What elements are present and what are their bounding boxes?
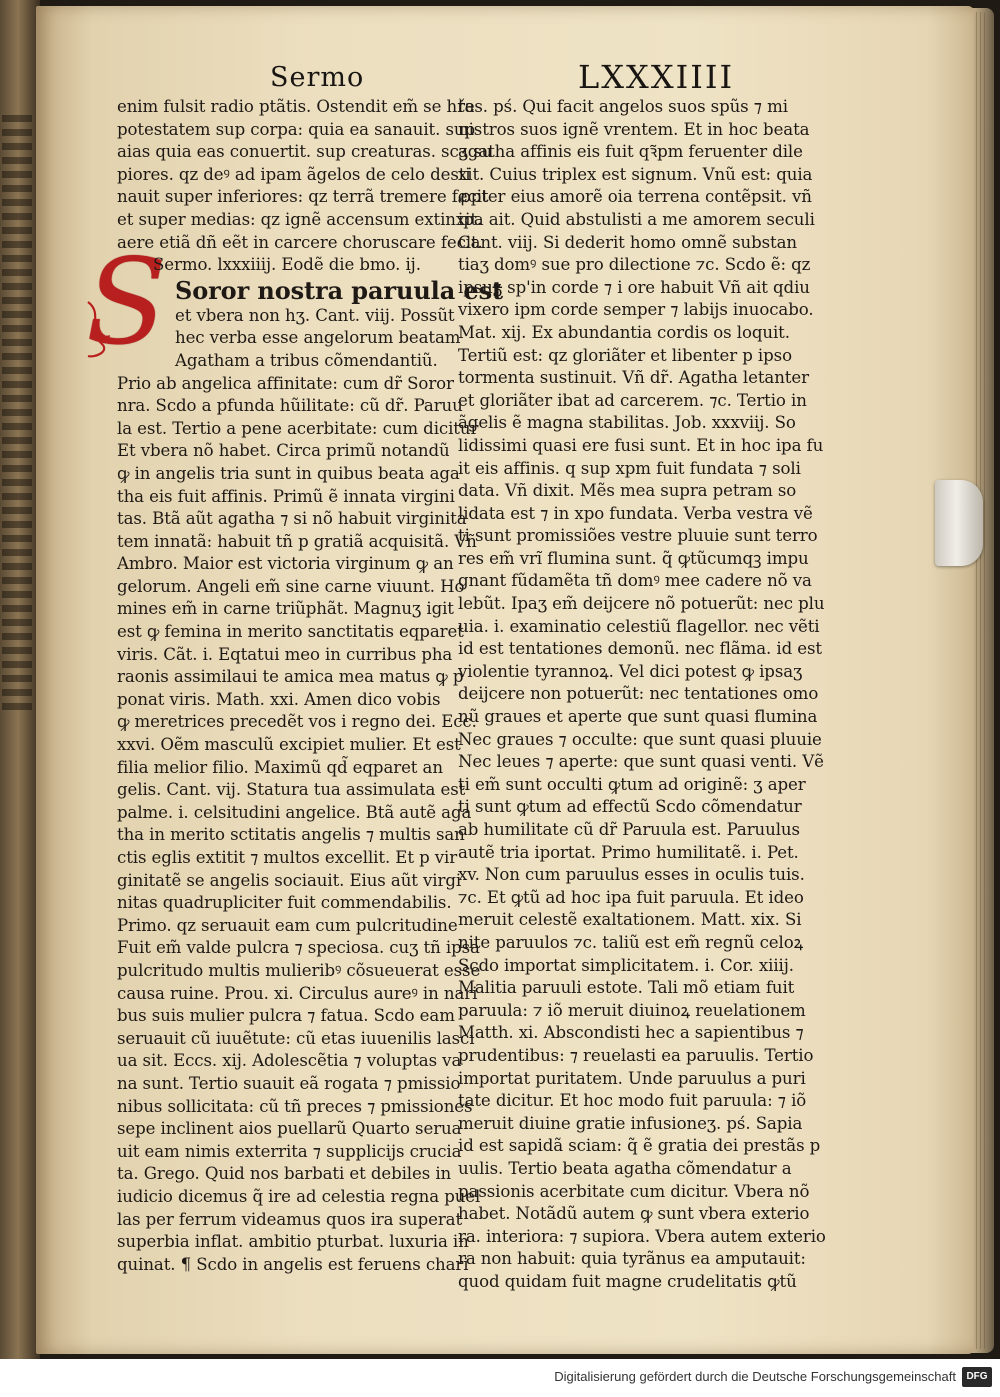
- text-line: las per ferrum videamus quos ira superat: [117, 1209, 463, 1229]
- text-line: nite paruulos ⁊c. taliũ est em̃ regnũ celoꝝ: [458, 932, 804, 952]
- text-line: Matth. xi. Abscondisti hec a sapientibus ⁊: [458, 1023, 804, 1043]
- text-line: raonis assimilaui te amica mea matus ꝙ p: [117, 667, 464, 687]
- text-line: vixero ipm corde semper ⁊ labijs inuocabo.: [458, 300, 814, 320]
- text-line: lebũt. Ipaʒ em̃ deijcere nõ potuerũt: nec plu: [458, 594, 825, 614]
- text-line: tate dicitur. Et hoc modo fuit paruula: ⁊ iõ: [458, 1091, 807, 1111]
- facing-page-text: [2, 115, 32, 715]
- page-clip: [935, 480, 983, 566]
- text-line: et super medias: qz ignẽ accensum extinxit.: [117, 209, 483, 229]
- text-line: Fuit em̃ valde pulcra ⁊ speciosa. cuʒ tñ ipsa: [117, 938, 480, 958]
- text-line: Scdo importat simplicitatem. i. Cor. xiiij.: [458, 955, 794, 975]
- text-line: passionis acerbitate cum dicitur. Vbera nõ: [458, 1181, 810, 1201]
- text-line: aias quia eas conuertit. sup creaturas. scʒ su: [117, 142, 493, 162]
- text-line: uia. i. examinatio celestiũ flagellor. nec vẽti: [458, 616, 820, 636]
- text-line: Agatham a tribus cõmendantiũ.: [175, 350, 438, 370]
- text-line: Nec leues ⁊ aperte: que sunt quasi venti. Vẽ: [458, 752, 824, 772]
- initial-letter: S: [86, 233, 167, 371]
- text-line: viris. Cãt. i. Eqtatui meo in curribus pha: [117, 644, 453, 664]
- initial-flourish-icon: [84, 300, 118, 360]
- text-line: autẽ tria iportat. Primo humilitatẽ. i. Pet.: [458, 842, 799, 862]
- text-line: pulcritudo multis mulieribꝰ cõsueuerat esse: [117, 960, 481, 980]
- text-line: ⁊c. Et ꝙtũ ad hoc ipa fuit paruula. Et ideo: [458, 887, 804, 907]
- text-line: tem innatã: habuit tñ p gratiã acquisitã. Vñ: [117, 531, 477, 551]
- footer-bar: [0, 1359, 1000, 1397]
- funding-credit: Digitalisierung gefördert durch die Deutsche Forschungsgemeinschaft: [554, 1369, 956, 1384]
- text-line: data. Vñ dixit. Mẽs mea supra petram so: [458, 481, 797, 501]
- text-line: enim fulsit radio ptãtis. Ostendit em̃ se hře: [117, 97, 475, 116]
- text-line: gnant fũdamẽta tñ domꝰ mee cadere nõ va: [458, 571, 812, 591]
- text-line: ipa ait. Quid abstulisti a me amorem seculi: [458, 209, 815, 229]
- text-line: gelorum. Angeli em̃ sine carne viuunt. Ho: [117, 576, 465, 596]
- incipit-line: Soror nostra paruula est: [175, 275, 503, 305]
- text-line: nitas quadrupliciter fuit commendabilis.: [117, 893, 452, 913]
- text-line: palme. i. celsitudini angelice. Btã autẽ aga: [117, 802, 472, 822]
- text-line: bus suis mulier pulcra ⁊ fatua. Scdo eam: [117, 1006, 455, 1026]
- text-line: ãgelis ẽ magna stabilitas. Job. xxxviij. So: [458, 413, 796, 433]
- text-line: quod quidam fuit magne crudelitatis ꝙtũ: [458, 1271, 797, 1291]
- text-line: agatha affinis eis fuit qꝛ̃pm feruenter dile: [458, 142, 803, 162]
- text-line: aere etiã dñ eẽt in carcere choruscare fecit.: [117, 232, 483, 252]
- text-line: tiaʒ domꝰ sue pro dilectione ⁊c. Scdo ẽ: qz: [458, 255, 811, 275]
- right-text-column: [458, 96, 826, 1293]
- text-line: nũ graues et aperte que sunt quasi flumina: [458, 707, 818, 727]
- text-line: meruit diuine gratie infusioneʒ. pś. Sapia: [458, 1113, 803, 1133]
- text-line: ra non habuit: quia tyrãnus ea amputauit:: [458, 1249, 806, 1269]
- text-line: xv. Non cum paruulus esses in oculis tuis.: [458, 865, 805, 885]
- text-line: gelis. Cant. vij. Statura tua assimulata est: [117, 780, 466, 800]
- text-line: xxvi. Oẽm masculũ excipiet mulier. Et est: [117, 735, 461, 755]
- text-line: est ꝙ femina in merito sanctitatis eqparet: [117, 622, 464, 642]
- facing-page-edge: [0, 0, 40, 1360]
- text-line: ta. Grego. Quid nos barbati et debiles in: [117, 1164, 452, 1184]
- text-line: ab humilitate cũ dr̃ Paruula est. Paruulus: [458, 820, 800, 839]
- dfg-logo-icon: DFG: [962, 1367, 992, 1387]
- text-line: iudicio dicemus q̃ ire ad celestia regna puel: [117, 1186, 481, 1206]
- text-line: piores. qz deꝰ ad ipam ãgelos de celo desti: [117, 164, 471, 184]
- text-line: it eis affinis. q sup xpm fuit fundata ⁊ soli: [458, 458, 801, 478]
- text-line: nistros suos ignẽ vrentem. Et in hoc beata: [458, 119, 810, 139]
- text-line: importat puritatem. Unde paruulus a puri: [458, 1068, 806, 1088]
- text-line: la est. Tertio a pene acerbitate: cum dicitur: [117, 418, 479, 438]
- text-line: tha eis fuit affinis. Primũ ẽ innata virgini: [117, 486, 455, 506]
- text-line: res em̃ vrĩ flumina sunt. q̃ ꝙtũcumqꝫ impu: [458, 548, 809, 568]
- text-line: causa ruine. Prou. xi. Circulus aureꝰ in nari: [117, 983, 478, 1003]
- text-line: ꝙ meretrices precedẽt vos i regno dei. Ecc.: [117, 712, 477, 732]
- text-line: ꝓpter eius amorẽ oia terrena contẽpsit. vñ: [458, 187, 812, 207]
- text-line: xit. Cuius triplex est signum. Vnũ est: quia: [458, 164, 813, 184]
- text-line: Primo. qz seruauit eam cum pulcritudine: [117, 915, 458, 935]
- text-line: lidissimi quasi ere fusi sunt. Et in hoc ipa fu: [458, 435, 824, 455]
- text-line: hec verba esse angelorum beatam: [175, 328, 461, 348]
- text-line: ipsuʒ sp'in corde ⁊ i ore habuit Vñ ait qdiu: [458, 277, 810, 297]
- text-line: ꝙ in angelis tria sunt in quibus beata aga: [117, 463, 460, 483]
- text-line: mines em̃ in carne triũphãt. Magnuʒ igit: [117, 599, 454, 619]
- text-line: ponat viris. Math. xxi. Amen dico vobis: [117, 689, 441, 709]
- text-line: tormenta sustinuit. Vñ dr̃. Agatha letanter: [458, 368, 809, 388]
- text-line: id est sapidã sciam: q̃ ẽ gratia dei prestãs p: [458, 1136, 821, 1156]
- text-line: Cant. viij. Si dederit homo omnẽ substan: [458, 232, 797, 252]
- text-line: uulis. Tertio beata agatha cõmendatur a: [458, 1158, 792, 1178]
- text-line: violentie tyrannoꝝ. Vel dici potest ꝙ ipsaʒ: [458, 661, 803, 681]
- text-line: superbia inflat. ambitio pturbat. luxuria in: [117, 1232, 469, 1252]
- text-line: Et vbera nõ habet. Circa primũ notandũ: [117, 441, 450, 461]
- text-line: Nec graues ⁊ occulte: que sunt quasi pluuie: [458, 729, 822, 749]
- folio-number: LXXXIIII: [578, 58, 735, 96]
- text-line: Ambro. Maior est victoria virginum ꝙ an: [117, 554, 454, 574]
- text-line: paruula: ⁊ iõ meruit diuinoꝝ reuelationem: [458, 1000, 806, 1020]
- text-line: et gloriãter ibat ad carcerem. ⁊c. Tertio in: [458, 390, 807, 410]
- text-line: et vbera non hʒ. Cant. viij. Possũt: [175, 305, 455, 325]
- text-line: Prio ab angelica affinitate: cum dr̃ Soror: [117, 373, 454, 393]
- text-line: ti sunt promissiões vestre pluuie sunt terro: [458, 526, 818, 546]
- text-line: ginitatẽ se angelis sociauit. Eius aũt virgi: [117, 870, 462, 890]
- sermon-heading: Sermo. lxxxiiij. Eodẽ die bmo. ij.: [153, 255, 421, 275]
- text-line: nibus sollicitata: cũ tñ preces ⁊ pmissiones: [117, 1096, 473, 1116]
- text-line: tha in merito sctitatis angelis ⁊ multis san: [117, 825, 465, 845]
- text-line: nauit super inferiores: qz terrã tremere fecit: [117, 187, 489, 207]
- text-line: deijcere non potuerũt: nec tentationes omo: [458, 684, 819, 704]
- running-head: Sermo: [270, 62, 365, 93]
- text-line: meruit celestẽ exaltationem. Matt. xix. Si: [458, 910, 802, 930]
- text-line: potestatem sup corpa: quia ea sanauit. sup: [117, 119, 475, 139]
- text-line: uit eam nimis exterrita ⁊ supplicijs crucia: [117, 1141, 462, 1161]
- text-line: filia melior filio. Maximũ qd̃ eqparet an: [117, 757, 443, 777]
- text-line: seruauit cũ iuuẽtute: cũ etas iuuenilis lasci: [117, 1028, 475, 1048]
- text-line: Tertiũ est: qz gloriãter et libenter p ipso: [458, 345, 792, 365]
- text-line: ua sit. Eccs. xij. Adolescẽtia ⁊ voluptas va: [117, 1051, 462, 1071]
- left-text-column: [117, 96, 503, 1276]
- text-line: ti sunt ꝙtum ad effectũ Scdo cõmendatur: [458, 797, 802, 817]
- text-line: quinat. ¶ Scdo in angelis est feruens chari: [117, 1254, 469, 1274]
- text-line: lidata est ⁊ in xpo fundata. Verba vestra vẽ: [458, 503, 813, 523]
- text-line: prudentibus: ⁊ reuelasti ea paruulis. Tertio: [458, 1045, 814, 1065]
- text-line: id est tentationes demonũ. nec flãma. id est: [458, 639, 822, 659]
- text-line: habet. Notãdũ autem ꝙ sunt vbera exterio: [458, 1204, 810, 1224]
- text-line: tas. Btã aũt agatha ⁊ si nõ habuit virginita: [117, 509, 467, 529]
- text-line: Malitia paruuli estote. Tali mõ etiam fuit: [458, 978, 795, 998]
- text-line: nra. Scdo a pfunda hũilitate: cũ dr̃. Paruu: [117, 396, 463, 416]
- text-line: na sunt. Tertio suauit eã rogata ⁊ pmissio: [117, 1073, 461, 1093]
- text-line: ti em̃ sunt occulti ꝙtum ad originẽ: ʒ aper: [458, 774, 806, 794]
- text-line: Mat. xij. Ex abundantia cordis os loquit.: [458, 322, 790, 342]
- text-line: ctis eglis extitit ⁊ multos excellit. Et p vir: [117, 848, 458, 867]
- text-line: ra. interiora: ⁊ supiora. Vbera autem exterio: [458, 1226, 826, 1246]
- text-line: tas. pś. Qui facit angelos suos spũs ⁊ mi: [458, 97, 788, 116]
- text-line: sepe inclinent aios puellarũ Quarto serua: [117, 1119, 462, 1139]
